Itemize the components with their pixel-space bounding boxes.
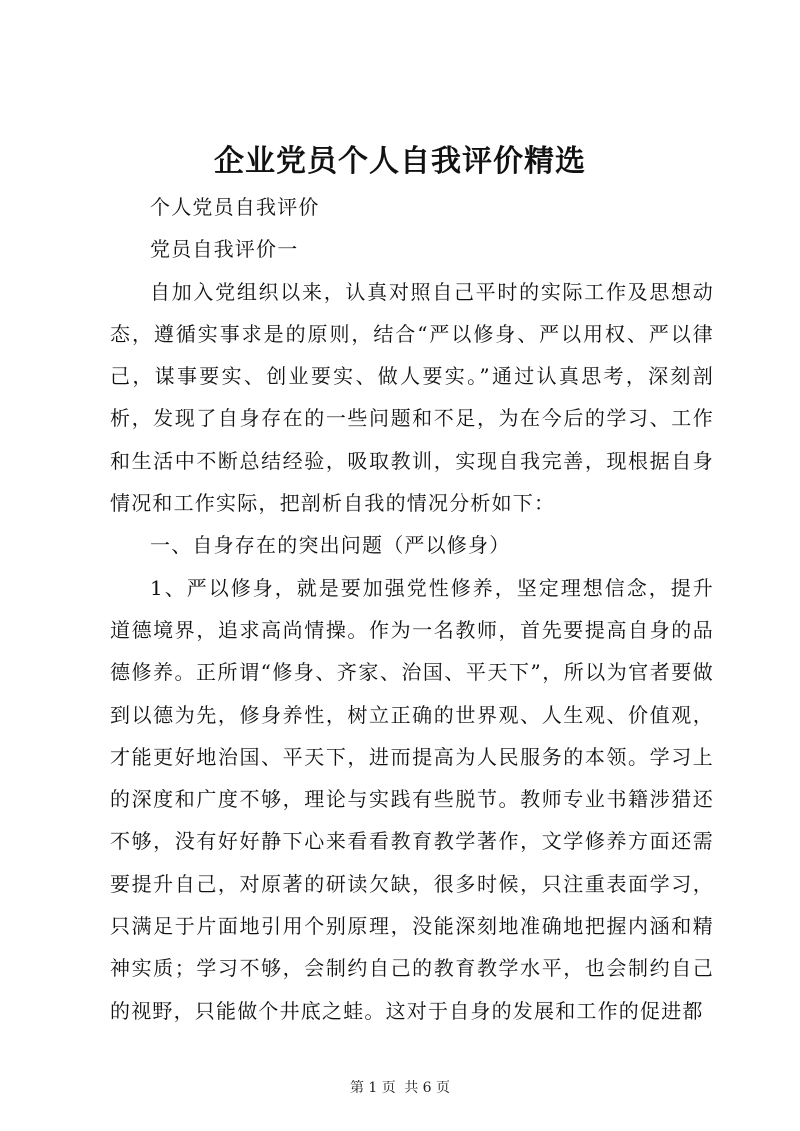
page-total: 共 6 页 [404,1080,451,1096]
paragraph-heading-1: 个人党员自我评价 [150,195,320,219]
page-footer [0,1078,800,1098]
paragraph-intro: 自加入党组织以来，认真对照自己平时的实际工作及思想动态，遵循实事求是的原则，结合“严以修身、严以用权、严以律己，谋事要实、创业要实、做人要实。”通过认真思考，深刻剖析，发现了自身存在的一些问题和不足，为在今后的学习、工作和生活中不断总结经验，吸取教训，实现自我完善，现根据自身情况和工作实际，把剖析自我的情况分析如下： [110,279,714,516]
page-number: 第 1 页 [349,1080,396,1096]
document-body [110,186,714,1032]
document-title: 企业党员个人自我评价精选 [214,144,586,179]
paragraph-item-1: 1、严以修身，就是要加强党性修养，坚定理想信念，提升道德境界，追求高尚情操。作为一名教师，首先要提高自身的品德修养。正所谓“修身、齐家、治国、平天下”，所以为官者要做到以德为先，修身养性，树立正确的世界观、人生观、价值观，才能更好地治国、平天下，进而提高为人民服务的本领。学习上的深度和广度不够，理论与实践有些脱节。教师专业书籍涉猎还不够，没有好好静下心来看看教育教学著作，文学修养方面还需要提升自己，对原著的研读欠缺，很多时候，只注重表面学习，只满足于片面地引用个别原理，没能深刻地准确地把握内涵和精神实质；学习不够，会制约自己的教育教学水平，也会制约自己的视野，只能做个井底之蛙。这对于自身的发展和工作的促进都 [110,575,714,1023]
paragraph-heading-2: 党员自我评价一 [150,237,299,262]
paragraph-section-heading: 一、自身存在的突出问题（严以修身） [150,533,511,558]
